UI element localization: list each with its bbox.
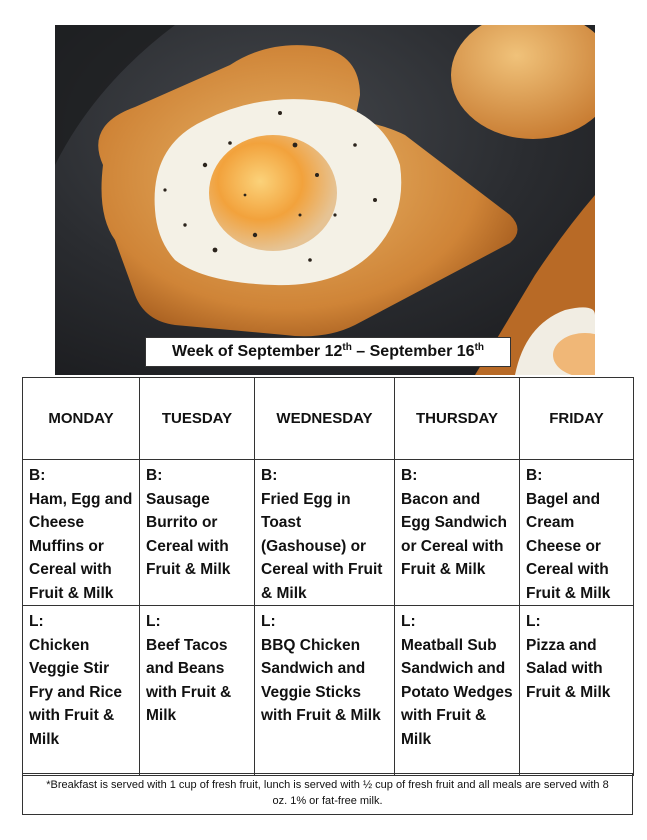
lunch-item: Chicken Veggie Stir Fry and Rice with Fruit & Milk	[29, 636, 123, 748]
breakfast-tag: B:	[261, 467, 278, 484]
day-header-thursday: THURSDAY	[395, 378, 520, 460]
lunch-tag: L:	[261, 613, 276, 630]
week-end-text: – September 16	[351, 343, 475, 360]
egg-yolk	[209, 135, 337, 251]
breakfast-cell-wednesday	[255, 460, 395, 606]
week-start-suffix: th	[342, 342, 352, 353]
day-header-friday: FRIDAY	[520, 378, 634, 460]
day-header-tuesday: TUESDAY	[140, 378, 255, 460]
breakfast-tag: B:	[401, 467, 418, 484]
breakfast-item: Sausage Burrito or Cereal with Fruit & Milk	[146, 490, 231, 578]
day-header-wednesday: WEDNESDAY	[255, 378, 395, 460]
lunch-tag: L:	[146, 613, 161, 630]
lunch-cell-thursday	[395, 606, 520, 776]
meal-footnote: *Breakfast is served with 1 cup of fresh fruit, lunch is served with ½ cup of fresh fruit and all meals are served with 8 oz. 1% or fat-free milk.	[22, 773, 633, 815]
breakfast-tag: B:	[526, 467, 543, 484]
header-photo	[55, 25, 595, 375]
lunch-tag: L:	[29, 613, 44, 630]
lunch-item: Pizza and Salad with Fruit & Milk	[526, 636, 611, 701]
breakfast-item: Ham, Egg and Cheese Muffins or Cereal with Fruit & Milk	[29, 490, 133, 602]
lunch-item: Beef Tacos and Beans with Fruit & Milk	[146, 636, 232, 724]
lunch-cell-wednesday	[255, 606, 395, 776]
breakfast-cell-friday	[520, 460, 634, 606]
breakfast-item: Bagel and Cream Cheese or Cereal with Fruit & Milk	[526, 490, 611, 602]
lunch-item: BBQ Chicken Sandwich and Veggie Sticks with Fruit & Milk	[261, 636, 381, 724]
breakfast-item: Bacon and Egg Sandwich or Cereal with Fruit & Milk	[401, 490, 507, 578]
week-end-suffix: th	[474, 342, 485, 353]
lunch-cell-friday	[520, 606, 634, 776]
breakfast-tag: B:	[29, 467, 46, 484]
breakfast-cell-tuesday	[140, 460, 255, 606]
day-header-row	[23, 378, 634, 460]
weekly-menu-table	[22, 377, 634, 776]
week-start-text: Week of September 12	[171, 343, 343, 360]
lunch-tag: L:	[401, 613, 416, 630]
week-banner	[145, 337, 511, 367]
egg-in-toast-illustration	[55, 25, 595, 375]
day-header-monday: MONDAY	[23, 378, 140, 460]
breakfast-cell-thursday	[395, 460, 520, 606]
lunch-row	[23, 606, 634, 776]
lunch-cell-tuesday	[140, 606, 255, 776]
breakfast-cell-monday	[23, 460, 140, 606]
lunch-tag: L:	[526, 613, 541, 630]
breakfast-item: Fried Egg in Toast (Gashouse) or Cereal with Fruit & Milk	[261, 490, 383, 602]
breakfast-row	[23, 460, 634, 606]
breakfast-tag: B:	[146, 467, 163, 484]
lunch-item: Meatball Sub Sandwich and Potato Wedges with Fruit & Milk	[401, 636, 513, 748]
lunch-cell-monday	[23, 606, 140, 776]
